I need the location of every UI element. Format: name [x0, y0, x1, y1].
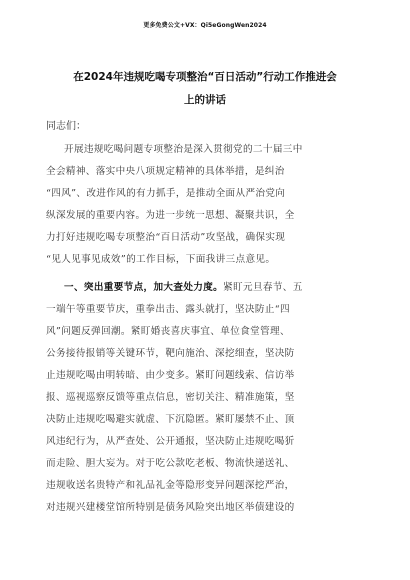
paragraph-line: 一端午等重要节庆，重拳出击、露头就打，坚决防止“四 — [46, 304, 290, 315]
paragraph-line: 风”问题反弹回潮。紧盯婚丧喜庆事宜、单位食堂管理、 — [46, 326, 290, 337]
paragraph-line: “四风”、改进作风的有力抓手，是推动全面从严治党向 — [46, 188, 286, 199]
paragraph-line: 力打好违规吃喝专项整治“百日活动”攻坚战，确保实现 — [46, 232, 286, 243]
header-note: 更多免费公文+VX：Qi5eGongWen2024 — [143, 22, 267, 29]
document-title-line-1: 在2024年违规吃喝专项整治“百日活动”行动工作推进会 — [73, 71, 337, 83]
paragraph-line: 决防止违规吃喝避实就虚、下沉隐匿。紧盯屡禁不止、顶 — [46, 414, 295, 425]
document-title-line-2: 上的讲话 — [184, 94, 226, 106]
paragraph-line: 对违规兴建楼堂馆所特别是债务风险突出地区举债建设的 — [46, 502, 295, 513]
paragraph-line: 全会精神、落实中央八项规定精神的具体举措，是纠治 — [46, 166, 285, 177]
paragraph-line: 纵深发展的重要内容。为进一步统一思想、凝聚共识，全 — [46, 210, 295, 221]
paragraph-line: 开展违规吃喝问题专项整治是深入贯彻党的二十届三中 — [64, 144, 303, 155]
salutation: 同志们： — [46, 121, 86, 132]
paragraph-line: 而走险、胆大妄为。对于吃公款吃老板、物流快递送礼、 — [46, 458, 295, 469]
section-1-heading: 一、突出重要节点，加大查处力度。 — [64, 282, 224, 293]
section-1-first-line-text: 紧盯元旦春节、五 — [223, 282, 303, 293]
paragraph-line: “见人见事见成效”的工作目标，下面我讲三点意见。 — [46, 254, 276, 265]
paragraph-line: 报、巡视巡察反馈等重点信息，密切关注、精准施策，坚 — [46, 392, 295, 403]
paragraph-line: 风违纪行为，从严查处、公开通报，坚决防止违规吃喝㹞 — [46, 436, 295, 447]
paragraph-line: 公务接待报销等关键环节，靶向施治、深挖细查，坚决防 — [46, 348, 295, 359]
section-1-first-line — [64, 279, 363, 293]
paragraph-line: 违规收送名贵特产和礼品礼金等隐形变异问题深挖严治， — [46, 480, 295, 491]
paragraph-line: 止违规吃喝由明转暗、由少变多。紧盯问题线索、信访举 — [46, 370, 295, 381]
